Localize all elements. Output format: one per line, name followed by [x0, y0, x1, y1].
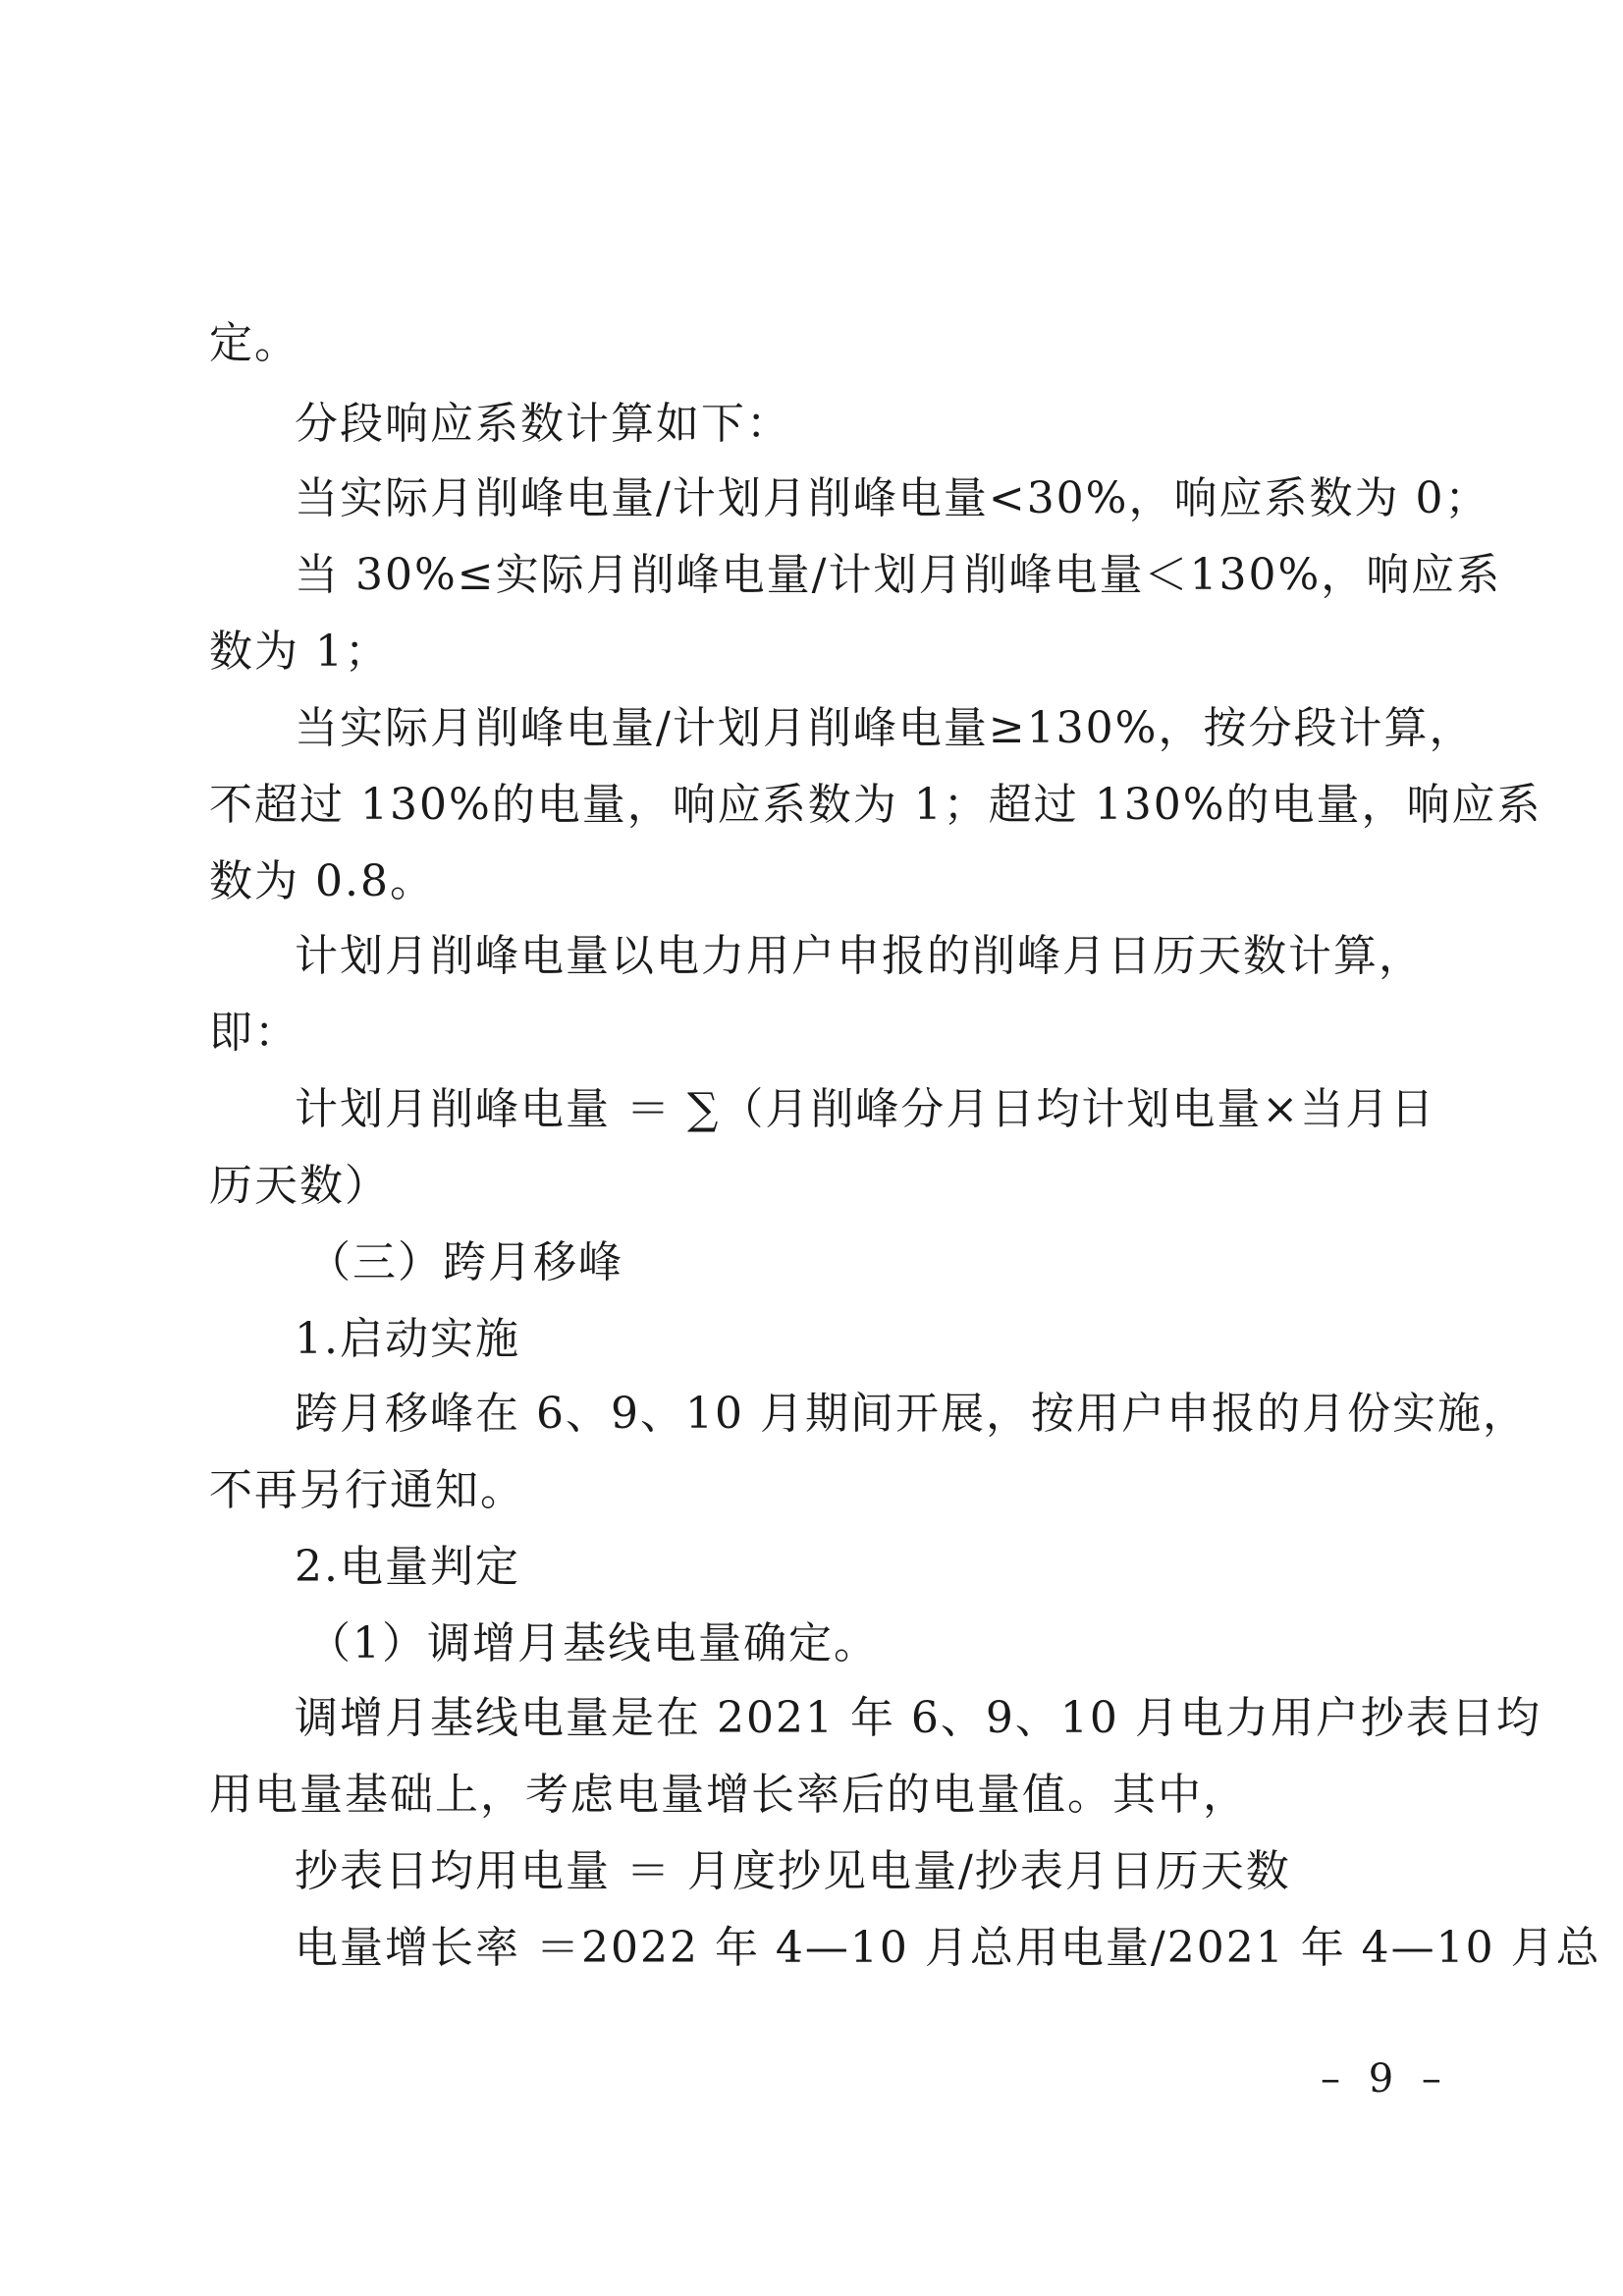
body-line: 计划月削峰电量以电力用户申报的削峰月日历天数计算，: [295, 931, 1424, 981]
body-line: 数为 0.8。: [209, 856, 435, 906]
body-line: 当实际月削峰电量/计划月削峰电量<30%，响应系数为 0；: [295, 473, 1490, 523]
subsection-heading: 2.电量判定: [295, 1542, 520, 1592]
body-line: 不再另行通知。: [209, 1465, 525, 1515]
body-line: 即：: [209, 1008, 299, 1058]
formula-line: 电量增长率 ＝2022 年 4—10 月总用电量/2021 年 4—10 月总: [295, 1923, 1601, 1973]
body-line: 数为 1；: [209, 627, 390, 677]
page-number: – 9 –: [1321, 2056, 1449, 2102]
body-line: 分段响应系数计算如下：: [295, 399, 791, 449]
body-line: 用电量基础上，考虑电量增长率后的电量值。其中，: [209, 1770, 1248, 1820]
body-line: 调增月基线电量是在 2021 年 6、9、10 月电力用户抄表日均: [295, 1693, 1542, 1743]
body-line: 当 30%≤实际月削峰电量/计划月削峰电量＜130%，响应系: [295, 550, 1502, 600]
body-line: 定。: [209, 318, 299, 368]
item-heading: （1）调增月基线电量确定。: [307, 1618, 879, 1668]
section-heading: （三）跨月移峰: [307, 1237, 623, 1287]
formula-line: 抄表日均用电量 ＝ 月度抄见电量/抄表月日历天数: [295, 1846, 1291, 1896]
subsection-heading: 1.启动实施: [295, 1314, 520, 1364]
body-line: 当实际月削峰电量/计划月削峰电量≥130%，按分段计算，: [295, 703, 1475, 753]
formula-line: 计划月削峰电量 ＝ ∑（月削峰分月日均计划电量×当月日: [295, 1084, 1436, 1134]
body-line: 跨月移峰在 6、9、10 月期间开展，按用户申报的月份实施，: [295, 1389, 1528, 1439]
body-line: 历天数）: [209, 1161, 390, 1211]
body-line: 不超过 130%的电量，响应系数为 1；超过 130%的电量，响应系: [209, 780, 1542, 830]
